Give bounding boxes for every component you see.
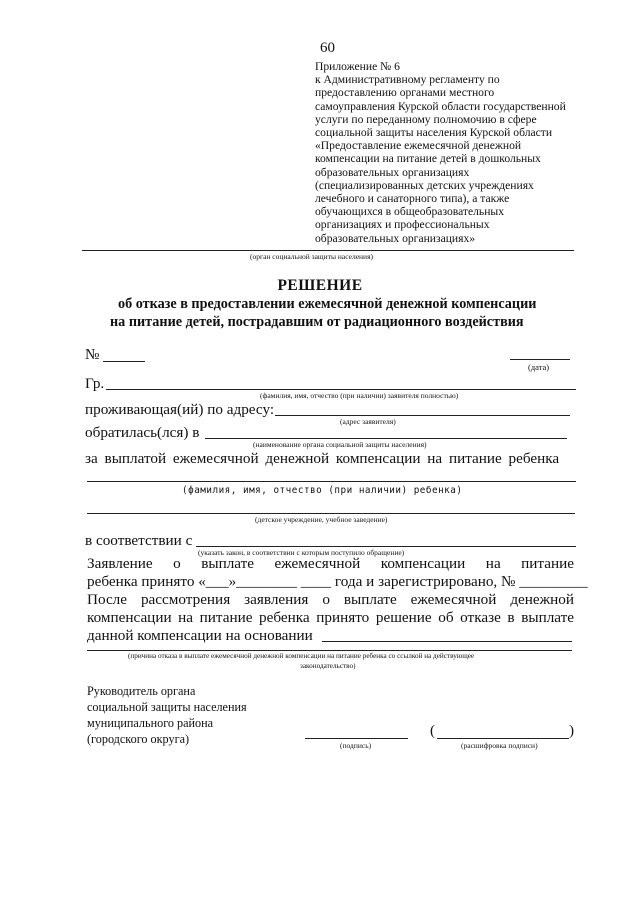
accordance-label: в соответствии с — [85, 532, 193, 549]
basis-field-line[interactable] — [322, 641, 572, 642]
signatory-line-4: (городского округа) — [87, 732, 190, 746]
appendix-line: лечебного и санаторного типа), а также — [315, 192, 510, 206]
appendix-line: образовательных организациях» — [315, 231, 476, 245]
signatory-line-3: муниципального района — [87, 716, 214, 730]
appendix-block — [315, 60, 605, 245]
appendix-line: «Предоставление ежемесячной денежной — [315, 139, 522, 153]
date-caption: (дата) — [528, 362, 550, 372]
page-number: 60 — [320, 40, 335, 56]
reason-field-line[interactable] — [87, 650, 572, 651]
appendix-line: социальной защиты населения Курской области — [315, 126, 553, 140]
decoding-paren-open: ( — [430, 722, 436, 739]
decoding-caption: (расшифровка подписи) — [461, 741, 538, 750]
appendix-line: обучающихся в общеобразовательных — [315, 205, 504, 219]
citizen-field-line[interactable] — [106, 389, 576, 390]
statement-line-5: данной компенсации на основании — [87, 627, 313, 644]
payment-line: за выплатой ежемесячной денежной компенсации на питание ребенка — [85, 450, 560, 467]
appendix-line: (специализированных детских учреждениях — [315, 178, 534, 192]
decoding-paren-close: ) — [569, 722, 575, 739]
address-caption: (адрес заявителя) — [340, 417, 396, 426]
date-field-line[interactable] — [510, 359, 570, 360]
applied-caption: (наименование органа социальной защиты населения) — [253, 440, 427, 449]
signature-field-line[interactable] — [305, 738, 408, 739]
appendix-line: самоуправления Курской области государственной — [315, 99, 566, 113]
institution-caption: (детское учреждение, учебное заведение) — [255, 515, 388, 524]
appendix-line: к Административному регламенту по — [315, 73, 500, 87]
document-subtitle-line-1: об отказе в предоставлении ежемесячной денежной компенсации — [118, 296, 537, 312]
appendix-line: услуги по переданному полномочию в сфере — [315, 112, 537, 126]
institution-field-line[interactable] — [87, 513, 575, 514]
applied-label: обратилась(лся) в — [85, 424, 200, 441]
document-subtitle-line-2: на питание детей, пострадавшим от радиационного воздействия — [110, 314, 524, 330]
child-field-line[interactable] — [87, 481, 576, 482]
citizen-caption: (фамилия, имя, отчество (при наличии) заявителя полностью) — [260, 391, 459, 400]
appendix-line: образовательных организациях — [315, 165, 470, 179]
law-caption: (указать закон, в соответствии с которым поступило обращение) — [198, 548, 405, 557]
appendix-line: предоставлению органами местного — [315, 86, 495, 100]
organ-field-line[interactable] — [82, 250, 574, 251]
address-field-line[interactable] — [275, 415, 570, 416]
applied-field-line[interactable] — [205, 438, 567, 439]
organ-caption: (орган социальной защиты населения) — [250, 252, 374, 261]
address-label: проживающая(ий) по адресу: — [85, 401, 275, 418]
signatory-line-2: социальной защиты населения — [87, 700, 247, 714]
decoding-field-line[interactable] — [437, 738, 569, 739]
reason-caption-line-1: (причина отказа в выплате ежемесячной денежной компенсации на питание ребенка со ссылкой на действующее — [128, 652, 475, 660]
statement-line-4: компенсации на питание ребенка принято решение об отказе в выплате — [87, 609, 574, 626]
law-field-line[interactable] — [196, 546, 576, 547]
reason-caption-line-2: законодательство) — [300, 662, 356, 670]
statement-line-1: Заявление о выплате ежемесячной компенсации на питание — [87, 555, 574, 572]
signatory-line-1: Руководитель органа — [87, 684, 196, 698]
number-label: № — [85, 346, 100, 363]
document-title: РЕШЕНИЕ — [277, 277, 363, 294]
appendix-line: Приложение № 6 — [315, 60, 400, 73]
child-caption: (фамилия, имя, отчество (при наличии) ребенка) — [182, 485, 463, 496]
number-field-line[interactable] — [103, 361, 145, 362]
citizen-label: Гр. — [85, 375, 105, 392]
statement-line-2: ребенка принято «___»________ ____ года и зарегистрировано, № _________ — [87, 573, 588, 590]
appendix-line: организациях и профессиональных — [315, 218, 490, 232]
statement-line-3: После рассмотрения заявления о выплате ежемесячной денежной — [87, 591, 574, 608]
appendix-line: компенсации на питание детей в дошкольных — [315, 152, 541, 166]
signature-caption: (подпись) — [340, 741, 372, 750]
